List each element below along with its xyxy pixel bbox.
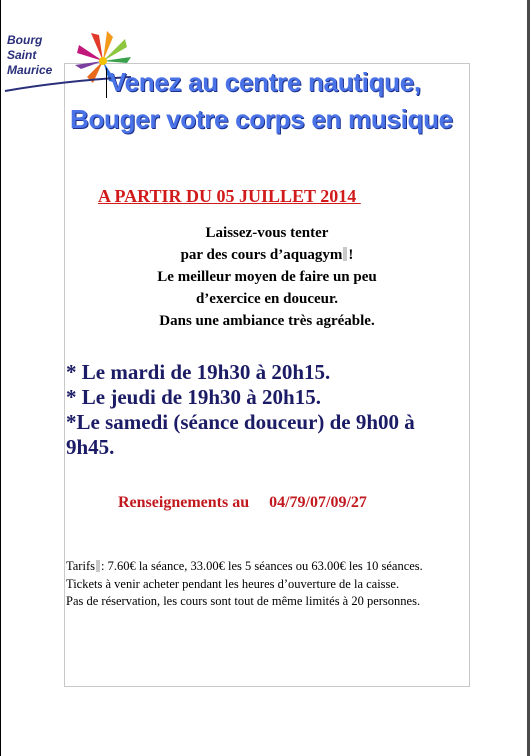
tarifs-text: : 7.60€ la séance, 33.00€ les 5 séances ou 63.00€ les 10 séances.	[100, 559, 423, 573]
page-left-border	[0, 0, 1, 756]
intro-paragraph	[64, 222, 470, 332]
logo-text-saint: Saint	[7, 48, 37, 62]
contact-label: Renseignements au	[118, 494, 250, 511]
logo-text-bourg: Bourg	[7, 33, 43, 47]
field-marker	[96, 560, 100, 572]
tarifs-label: Tarifs	[66, 559, 95, 573]
tarifs-line	[66, 558, 446, 576]
contact-line	[118, 494, 367, 512]
intro-line-1: Laissez-vous tenter	[205, 225, 329, 241]
logo-text-maurice: Maurice	[7, 63, 53, 77]
reservation-line: Pas de réservation, les cours sont tout de même limités à 20 personnes.	[66, 594, 421, 608]
intro-line-2-text: par des cours d’aquagym	[180, 247, 343, 263]
schedule-tuesday: * Le mardi de 19h30 à 20h15.	[66, 360, 331, 384]
text-cursor	[106, 68, 107, 98]
headline-line-1: Venez au centre nautique,	[109, 67, 421, 97]
intro-line-3: Le meilleur moyen de faire un peu	[157, 269, 377, 285]
intro-line-2	[64, 244, 470, 266]
schedule-saturday: *Le samedi (séance douceur) de 9h00 à 9h45.	[66, 410, 415, 459]
info-block	[66, 558, 446, 611]
intro-line-2-punct: !	[348, 247, 354, 263]
start-date-heading: A PARTIR DU 05 JUILLET 2014	[98, 186, 361, 206]
schedule-list	[66, 360, 466, 460]
tickets-line: Tickets à venir acheter pendant les heures d’ouverture de la caisse.	[66, 576, 400, 591]
schedule-thursday: * Le jeudi de 19h30 à 20h15.	[66, 385, 321, 409]
contact-phone: 04/79/07/09/27	[269, 494, 367, 511]
field-marker	[343, 247, 347, 261]
intro-line-4: d’exercice en douceur.	[195, 291, 339, 307]
headline-line-2: Bouger votre corps en musique	[70, 104, 453, 134]
intro-line-5: Dans une ambiance très agréable.	[159, 313, 375, 329]
